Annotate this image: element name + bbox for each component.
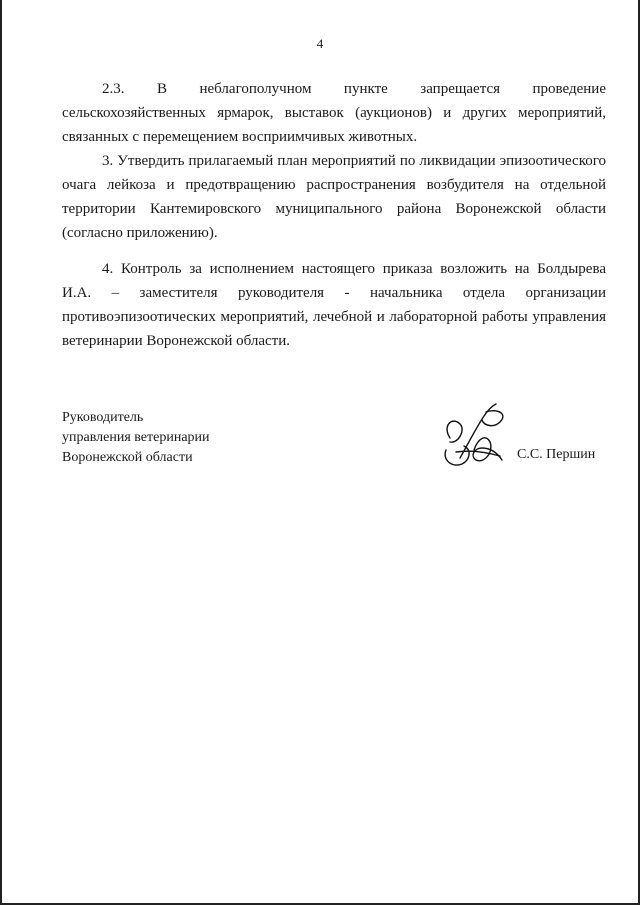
signatory-title-line: Руководитель: [62, 410, 144, 425]
page-number: 4: [316, 36, 324, 51]
paragraph-2-3: 2.3. В неблагополучном пункте запрещается проведение сельскохозяйственных ярмарок, выставок (аукционов) и других мероприятий, связанных с перемещением восприимчивых животных.: [62, 81, 606, 145]
paragraph-3: 3. Утвердить прилагаемый план мероприятий по ликвидации эпизоотического очага лейкоза и предотвращению распространения возбудителя на отдельной территории Кантемировского муниципального района Воронежской области (согласно приложению).: [62, 153, 606, 241]
signatory-title-line: управления ветеринарии: [62, 430, 210, 445]
signatory-title: [62, 408, 210, 468]
handwritten-signature: [436, 398, 536, 478]
signatory-title-line: Воронежской области: [62, 450, 193, 465]
scan-edge-left: [0, 0, 2, 905]
paragraph-4: 4. Контроль за исполнением настоящего приказа возложить на Болдырева И.А. – заместителя руководителя - начальника отдела организации противоэпизоотических мероприятий, лечебной и лабораторной работы управления ветеринарии Воронежской области.: [62, 261, 606, 349]
signatory-name: С.С. Першин: [517, 447, 596, 462]
